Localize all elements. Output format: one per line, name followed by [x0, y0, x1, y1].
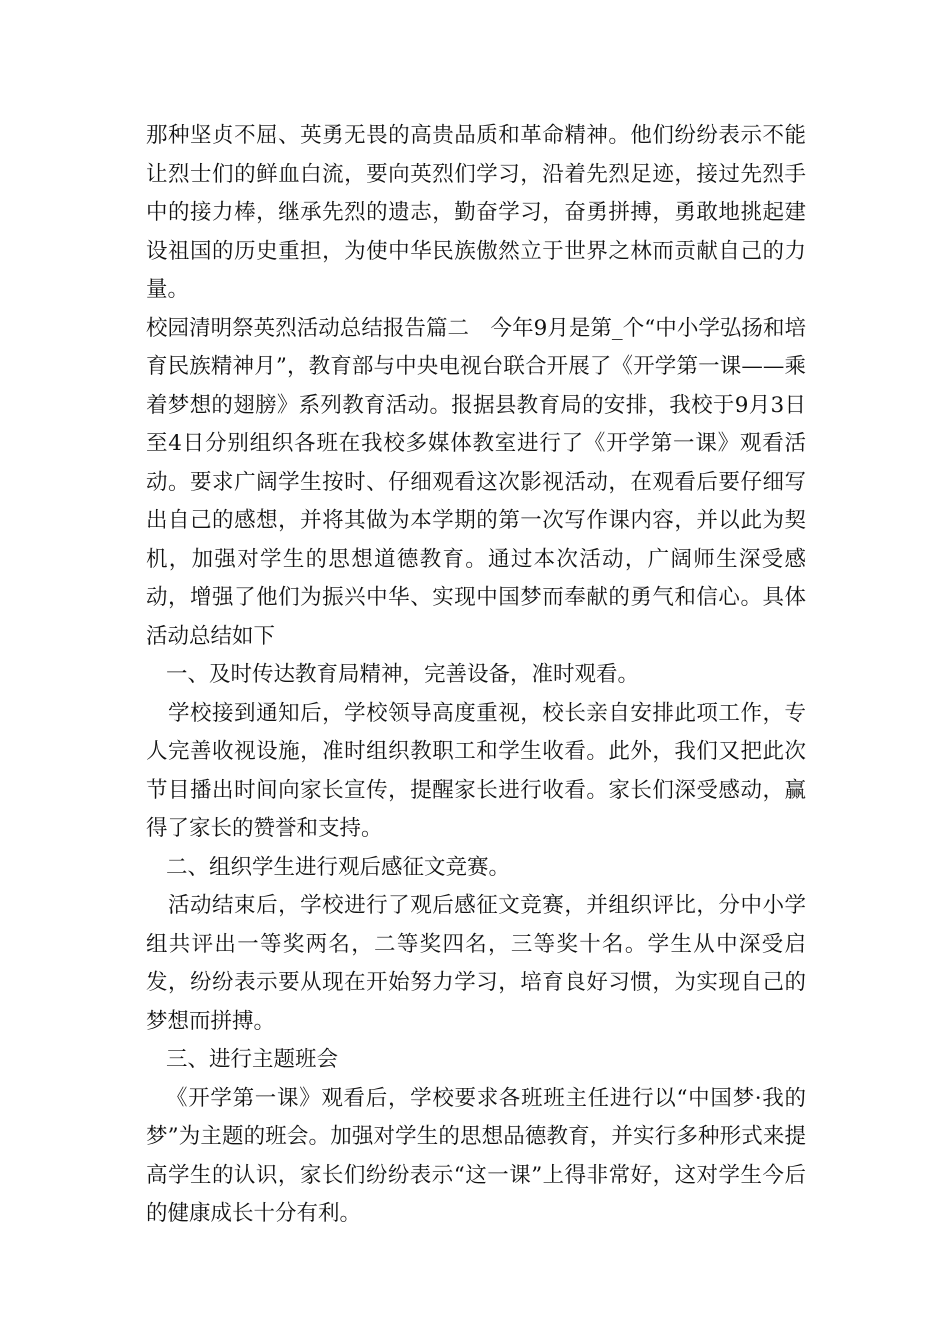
paragraph-section-3: 《开学第一课》观看后，学校要求各班班主任进行以“中国梦·我的梦”为主题的班会。加强对学生的思想品德教育，并实行多种形式来提高学生的认识，家长们纷纷表示“这一课”上得非常好，这对学生今后的健康成长十分有利。 — [146, 1085, 806, 1226]
section-heading-2: 二、组织学生进行观后感征文竞赛。 — [166, 854, 511, 880]
paragraph-section-2: 活动结束后，学校进行了观后感征文竞赛，并组织评比，分中小学组共评出一等奖两名，二等奖四名，三等奖十名。学生从中深受启发，纷纷表示要从现在开始努力学习，培育良好习惯，为实现自己的梦想而拼搏。 — [146, 893, 806, 1034]
document-body — [146, 117, 806, 1234]
section-heading-1: 一、及时传达教育局精神，完善设备，准时观看。 — [166, 662, 640, 687]
paragraph-section-1: 学校接到通知后，学校领导高度重视，校长亲自安排此项工作，专人完善收视设施，准时组织教职工和学生收看。此外，我们又把此次节目播出时间向家长宣传，提醒家长进行收看。家长们深受感动，赢得了家长的赞誉和支持。 — [146, 700, 806, 841]
paragraph-continuation: 那种坚贞不屈、英勇无畏的高贵品质和革命精神。他们纷纷表示不能让烈士们的鲜血白流，要向英烈们学习，沿着先烈足迹，接过先烈手中的接力棒，继承先烈的遗志，勤奋学习，奋勇拼搏，勇敢地挑起建设祖国的历史重担，为使中华民族傲然立于世界之林而贡献自己的力量。 — [146, 123, 806, 302]
section-heading-3: 三、进行主题班会 — [166, 1047, 339, 1072]
paragraph-report-intro: 校园清明祭英烈活动总结报告篇二 今年9月是第_个“中小学弘扬和培育民族精神月”，教育部与中央电视台联合开展了《开学第一课——乘着梦想的翅膀》系列教育活动。报据县教育局的安排，我校于9月3日至4日分别组织各班在我校多媒体教室进行了《开学第一课》观看活动。要求广阔学生按时、仔细观看这次影视活动，在观看后要仔细写出自己的感想，并将其做为本学期的第一次写作课内容，并以此为契机，加强对学生的思想道德教育。通过本次活动，广阔师生深受感动，增强了他们为振兴中华、实现中国梦而奉献的勇气和信心。具体活动总结如下 — [146, 315, 806, 649]
